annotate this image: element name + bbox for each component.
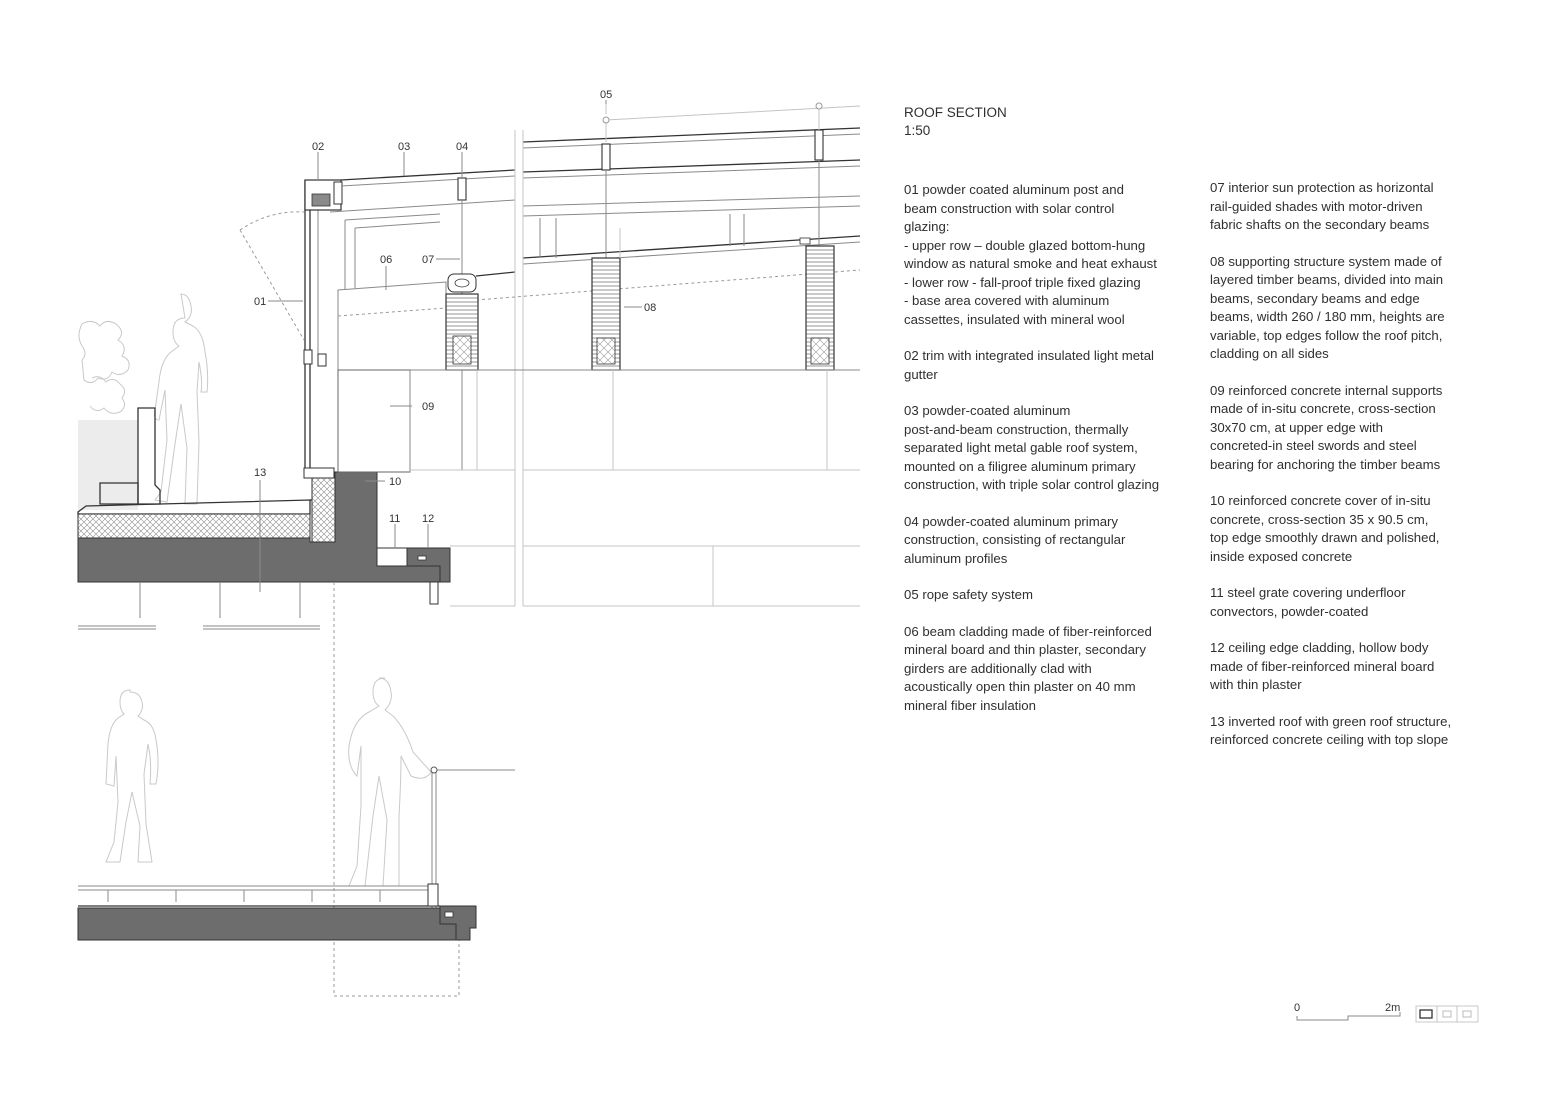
note-13: 13 inverted roof with green roof structure, reinforced concrete ceiling with top slope xyxy=(1210,713,1452,747)
note-09: 09 reinforced concrete internal supports made of in-situ concrete, cross-section 30x70 cm, at upper edge with concreted-in steel swords and steel bearing for anchoring the timber beams xyxy=(1210,382,1443,472)
scale-bar-end: 2m xyxy=(1385,1002,1401,1014)
note-05: 05 rope safety system xyxy=(904,587,1034,602)
concrete-support xyxy=(338,370,410,472)
label-02: 02 xyxy=(312,141,325,153)
label-05: 05 xyxy=(600,89,613,101)
section-key-icon xyxy=(1416,1006,1478,1022)
label-12: 12 xyxy=(422,513,435,525)
note-07: 07 interior sun protection as horizontal rail-guided shades with motor-driven fabric shafts on the secondary beams xyxy=(1210,180,1434,232)
label-11: 11 xyxy=(389,513,401,525)
note-01: 01 powder coated aluminum post and beam construction with solar control glazing: - upper row – double glazed bottom-hung window as natural smoke and heat exhaust - lower row - fall-proof triple fixed glazing - base area covered with aluminum cassettes, insulated with mineral wool xyxy=(904,182,1157,327)
note-11: 11 steel grate covering underfloor convectors, powder-coated xyxy=(1210,585,1406,619)
label-07: 07 xyxy=(422,254,435,266)
label-04: 04 xyxy=(456,141,469,153)
person-silhouette-upper xyxy=(155,294,208,504)
note-10: 10 reinforced concrete cover of in-situ concrete, cross-section 35 x 90.5 cm, top edge smoothly drawn and polished, inside exposed concrete xyxy=(1210,493,1440,564)
label-10: 10 xyxy=(389,476,402,488)
label-08: 08 xyxy=(644,302,657,314)
person-silhouette-lower-left xyxy=(106,690,158,862)
label-01: 01 xyxy=(254,296,267,308)
scale-bar-start: 0 xyxy=(1294,1002,1301,1014)
scale-bar xyxy=(1294,1002,1400,1020)
note-02: 02 trim with integrated insulated light metal gutter xyxy=(904,348,1154,382)
drawing-scale: 1:50 xyxy=(904,123,931,138)
notes-column-right xyxy=(1210,179,1490,768)
lower-floor-slab xyxy=(78,767,515,940)
ceiling-hangers xyxy=(78,582,320,629)
drawing-title: ROOF SECTION xyxy=(904,105,1007,120)
sun-protection xyxy=(448,238,810,292)
timber-beams xyxy=(338,246,860,370)
notes-column-left xyxy=(904,181,1194,733)
note-03: 03 powder-coated aluminum post-and-beam construction, thermally separated light metal gable roof system, mounted on a filigree aluminum primary construction, with triple solar control glazing xyxy=(904,403,1160,492)
aluminum-profiles xyxy=(458,130,823,470)
cover-insulation xyxy=(312,478,335,542)
label-06: 06 xyxy=(380,254,393,266)
note-04: 04 powder-coated aluminum primary construction, consisting of rectangular aluminum profiles xyxy=(904,513,1126,566)
tree-sculpture xyxy=(79,321,129,413)
facade-glazing xyxy=(240,180,342,478)
label-09: 09 xyxy=(422,401,435,413)
label-03: 03 xyxy=(398,141,411,153)
note-08: 08 supporting structure system made of layered timber beams, divided into main beams, secondary beams and edge beams, width 260 / 180 mm, heights are variable, top edges follow the roof pitch, cladding on all sides xyxy=(1210,253,1445,361)
person-silhouette-lower-right xyxy=(349,678,431,886)
note-06: 06 beam cladding made of fiber-reinforced mineral board and thin plaster, secondary girders are additionally clad with acoustically open thin plaster on 40 mm mineral fiber insulation xyxy=(904,623,1152,713)
drawing-title-block xyxy=(904,104,1007,140)
interior-lines xyxy=(410,228,860,606)
label-13: 13 xyxy=(254,467,267,479)
note-12: 12 ceiling edge cladding, hollow body made of fiber-reinforced mineral board with thin plaster xyxy=(1210,640,1435,692)
